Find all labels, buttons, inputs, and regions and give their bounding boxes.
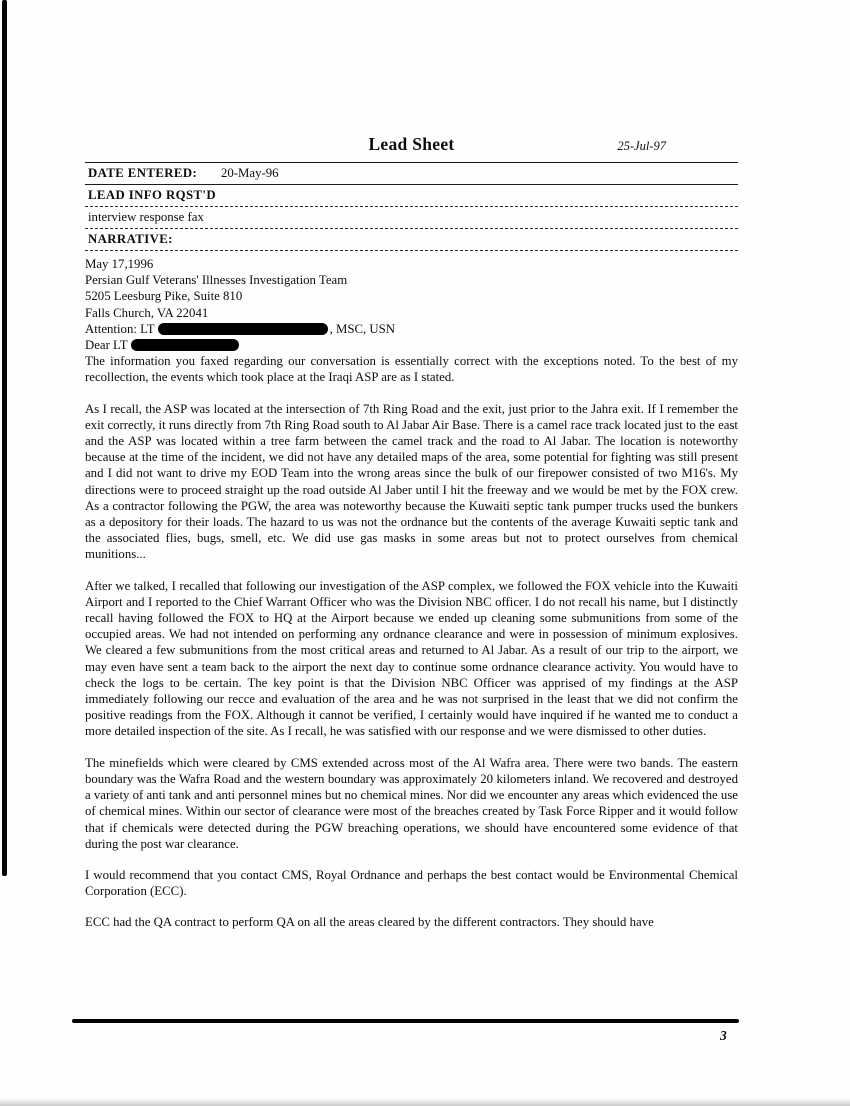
narrative-paragraph: The minefields which were cleared by CMS extended across most of the Al Wafra area. There were two bands. The eastern boundary was the Wafra Road and the western boundary was approximately 20 kilometers inland. We recovered and destroyed a variety of anti tank and anti personnel mines but no chemical mines. Nor did we encounter any areas which evidenced the use of chemical mines. Within our sector of clearance were most of the breaches created by Task Force Ripper and it would follow that if chemicals were detected during the PGW breaching operations, we should have encountered some evidence of that during the post war clearance.: [85, 755, 738, 851]
attention-suffix: , MSC, USN: [329, 321, 395, 336]
address-line: 5205 Leesburg Pike, Suite 810: [85, 289, 243, 304]
field-row-lead-info-value: [85, 207, 738, 229]
lead-info-value: interview response fax: [88, 210, 204, 224]
narrative-paragraph: The information you faxed regarding our conversation is essentially correct with the exceptions noted. To the best of my recollection, the events which took place at the Iraqi ASP are as I stated.: [85, 354, 738, 385]
salutation-prefix: Dear LT: [85, 338, 128, 353]
document-title: Lead Sheet: [368, 134, 455, 154]
narrative-label: NARRATIVE:: [88, 232, 173, 246]
document-date: 25-Jul-97: [617, 139, 666, 153]
redaction-bar: [158, 323, 328, 335]
attention-line: [85, 321, 738, 337]
lead-fields: [85, 162, 738, 251]
document-content: [85, 134, 738, 931]
address-line: Persian Gulf Veterans' Illnesses Investigation Team: [85, 273, 348, 288]
redaction-bar: [131, 339, 239, 351]
narrative-paragraph: After we talked, I recalled that following our investigation of the ASP complex, we followed the FOX vehicle into the Kuwaiti Airport and I reported to the Chief Warrant Officer who was the Division NBC officer. I do not recall his name, but I distinctly recall having followed the FOX to HQ at the Airport because we ended up cleaning some submunitions from some of the occupied areas. We had not intended on performing any ordnance clearance and were in possession of minimum explosives. We cleared a few submunitions from the most critical areas and returned to Al Jabar. As a result of our trip to the airport, we may even have sent a team back to the airport the next day to continue some ordnance clearance activity. You would have to check the logs to be certain. The key point is that the Division NBC Officer was apprised of my findings at the ASP immediately following our recce and evaluation of the area and he was not surprised in the least that we did not confirm the positive readings from the FOX. Although it cannot be verified, I certainly would have inquired if he wanted me to conduct a more detailed inspection of the site. As I recall, he was satisfied with our response and we were dismissed to other duties.: [85, 578, 738, 739]
page-number: 3: [720, 1028, 727, 1043]
narrative-body: [85, 256, 738, 931]
field-row-narrative: [85, 229, 738, 251]
date-entered-label: DATE ENTERED:: [88, 166, 198, 180]
letter-date: May 17,1996: [85, 257, 154, 271]
lead-info-label: LEAD INFO RQST'D: [88, 188, 216, 202]
scan-edge-bottom: [0, 1098, 850, 1106]
field-row-date-entered: [85, 163, 738, 185]
scan-edge-artifact: [2, 0, 7, 876]
narrative-paragraph: ECC had the QA contract to perform QA on all the areas cleared by the different contractors. They should have: [85, 915, 654, 930]
footer-rule: [72, 1019, 739, 1023]
narrative-paragraph: I would recommend that you contact CMS, Royal Ordnance and perhaps the best contact would be Environmental Chemical Corporation (ECC).: [85, 867, 738, 899]
field-row-lead-info: [85, 185, 738, 207]
document-header: [85, 134, 738, 162]
salutation-line: [85, 337, 738, 353]
address-line: Falls Church, VA 22041: [85, 305, 209, 320]
date-entered-value: 20-May-96: [221, 166, 279, 180]
attention-prefix: Attention: LT: [85, 321, 155, 336]
narrative-paragraph: As I recall, the ASP was located at the intersection of 7th Ring Road and the exit, just prior to the Jahra exit. If I remember the exit correctly, it runs directly from 7th Ring Road south to Al Jabar Air Base. There is a camel race track located just to the east and the ASP was located within a tree farm between the camel track and the road to Al Jabar. The location is noteworthy because at the time of the incident, we did not have any detailed maps of the area, some potential for fighting was still present and I did not want to drive my EOD Team into the wrong areas since the bulk of our firepower consisted of two M16's. My directions were to proceed straight up the road outside Al Jaber until I hit the freeway and we would be met by the FOX crew. As a contractor following the PGW, the area was noteworthy because the Kuwaiti septic tank pumper trucks used the bunkers as a depository for their loads. The hazard to us was not the ordnance but the contents of the average Kuwaiti septic tank and the associated flies, bugs, smell, etc. We did use gas masks in some areas but not to protect ourselves from chemical munitions...: [85, 401, 738, 562]
